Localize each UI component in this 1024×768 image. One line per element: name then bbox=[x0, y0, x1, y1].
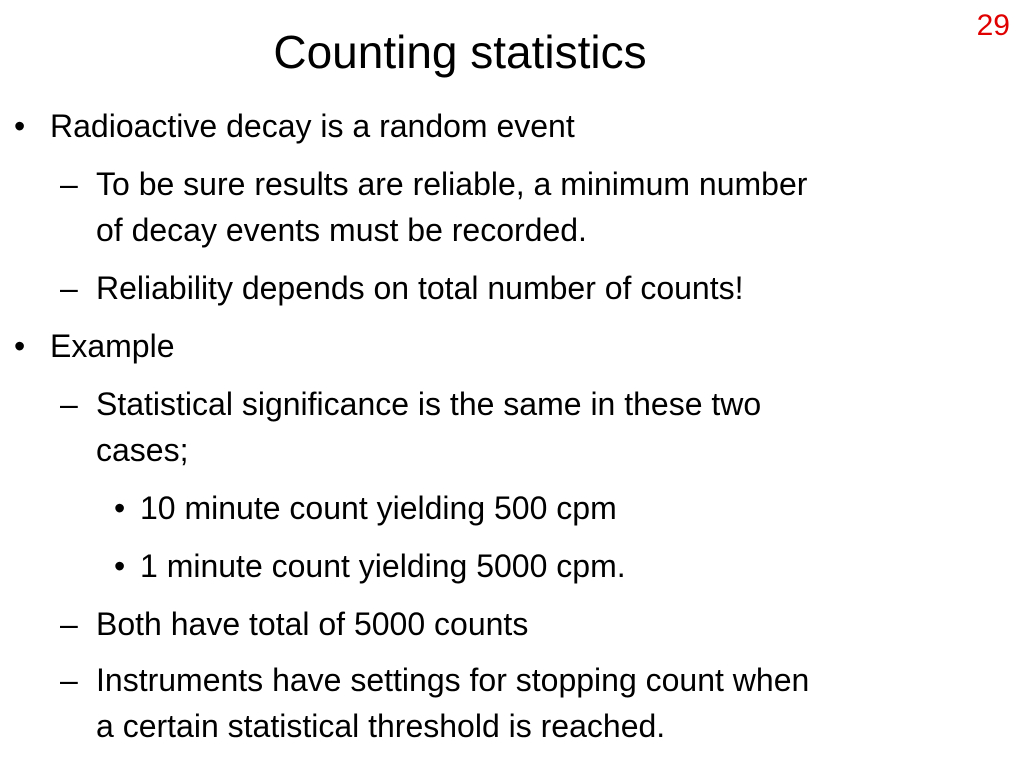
sub-bullet-marker: – bbox=[60, 270, 78, 306]
bullet-2-sub-2-line-1: Both have total of 5000 counts bbox=[96, 606, 529, 642]
bullet-2-text: Example bbox=[50, 328, 175, 364]
item-bullet-marker: • bbox=[114, 490, 126, 526]
sub-bullet-marker: – bbox=[60, 386, 78, 422]
bullet-marker: • bbox=[14, 328, 26, 364]
item-bullet-marker: • bbox=[114, 548, 126, 584]
bullet-2-sub-3-line-2: a certain statistical threshold is reached. bbox=[96, 708, 666, 744]
bullet-1-sub-1-line-1: To be sure results are reliable, a minimum number bbox=[96, 166, 808, 202]
bullet-1-text: Radioactive decay is a random event bbox=[50, 108, 575, 144]
bullet-2-sub-3-line-1: Instruments have settings for stopping count when bbox=[96, 662, 810, 698]
slide-number: 29 bbox=[976, 9, 1010, 42]
bullet-2-item-1: 10 minute count yielding 500 cpm bbox=[140, 490, 617, 526]
bullet-2-item-2: 1 minute count yielding 5000 cpm. bbox=[140, 548, 626, 584]
bullet-1-sub-2-line-1: Reliability depends on total number of counts! bbox=[96, 270, 744, 306]
sub-bullet-marker: – bbox=[60, 606, 78, 642]
bullet-2-sub-1-line-1: Statistical significance is the same in these two bbox=[96, 386, 762, 422]
sub-bullet-marker: – bbox=[60, 662, 78, 698]
bullet-1-sub-1-line-2: of decay events must be recorded. bbox=[96, 212, 587, 248]
bullet-marker: • bbox=[14, 108, 26, 144]
bullet-2-sub-1-line-2: cases; bbox=[96, 432, 189, 468]
slide-title: Counting statistics bbox=[273, 26, 647, 78]
sub-bullet-marker: – bbox=[60, 166, 78, 202]
